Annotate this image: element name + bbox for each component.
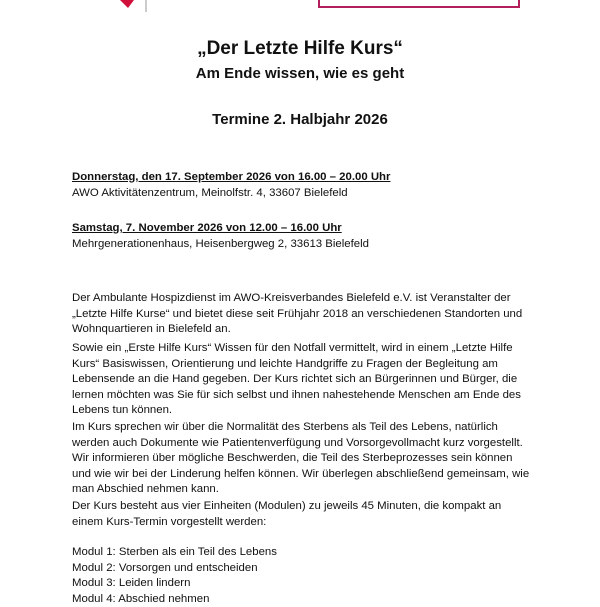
page-subtitle: Am Ende wissen, wie es geht — [0, 65, 600, 82]
description-paragraph: Sowie ein „Erste Hilfe Kurs“ Wissen für den Notfall vermittelt, wird in einem „Letzte Hilfe Kurs“ Basiswissen, Orientierung und leichte Handgriffe zu Fragen der Begleitung am Lebensende an die Hand gegeben. Der Kurs richtet sich an Bürgerinnen und Bürger, die lernen möchten was Sie für sich selbst und ihnen nahestehende Menschen am Ende des Lebens tun können. — [72, 341, 532, 419]
module-item: Modul 1: Sterben als ein Teil des Lebens — [72, 545, 532, 561]
content-paragraph: Im Kurs sprechen wir über die Normalität des Sterbens als Teil des Lebens, natürlich werden auch Dokumente wie Patientenverfügung und Vorsorgevollmacht kurz vorgestellt. Wir informieren über mögliche Beschwerden, die Teil des Sterbeprozesses sein können und wie wir bei der Linderung helfen können. Wir überlegen abschließend gemeinsam, wie man Abschied nehmen kann. — [72, 420, 532, 498]
structure-paragraph: Der Kurs besteht aus vier Einheiten (Modulen) zu jeweils 45 Minuten, die kompakt an einem Kurs-Termin vorgestellt werden: — [72, 499, 532, 530]
module-list — [72, 545, 532, 607]
hospice-logo-frame — [318, 0, 520, 8]
intro-paragraph: Der Ambulante Hospizdienst im AWO-Kreisverbandes Bielefeld e.V. ist Veranstalter der „Letzte Hilfe Kurse“ und bietet diese seit Frühjahr 2018 an verschiedenen Standorten und Wohnquartieren in Bielefeld an. — [72, 291, 532, 338]
event-place: Mehrgenerationenhaus, Heisenbergweg 2, 33613 Bielefeld — [72, 237, 532, 253]
event-place: AWO Aktivitätenzentrum, Meinolfstr. 4, 33607 Bielefeld — [72, 186, 532, 202]
event-entry — [72, 170, 532, 201]
dates-heading: Termine 2. Halbjahr 2026 — [0, 111, 600, 128]
event-date: Donnerstag, den 17. September 2026 von 16.00 – 20.00 Uhr — [72, 170, 532, 186]
module-item: Modul 2: Vorsorgen und entscheiden — [72, 561, 532, 577]
event-date: Samstag, 7. November 2026 von 12.00 – 16.00 Uhr — [72, 221, 532, 237]
awo-logo-fragment-icon — [100, 0, 150, 12]
module-item: Modul 3: Leiden lindern — [72, 576, 532, 592]
event-entry — [72, 221, 532, 252]
page-title: „Der Letzte Hilfe Kurs“ — [0, 38, 600, 60]
module-item: Modul 4: Abschied nehmen — [72, 592, 532, 607]
